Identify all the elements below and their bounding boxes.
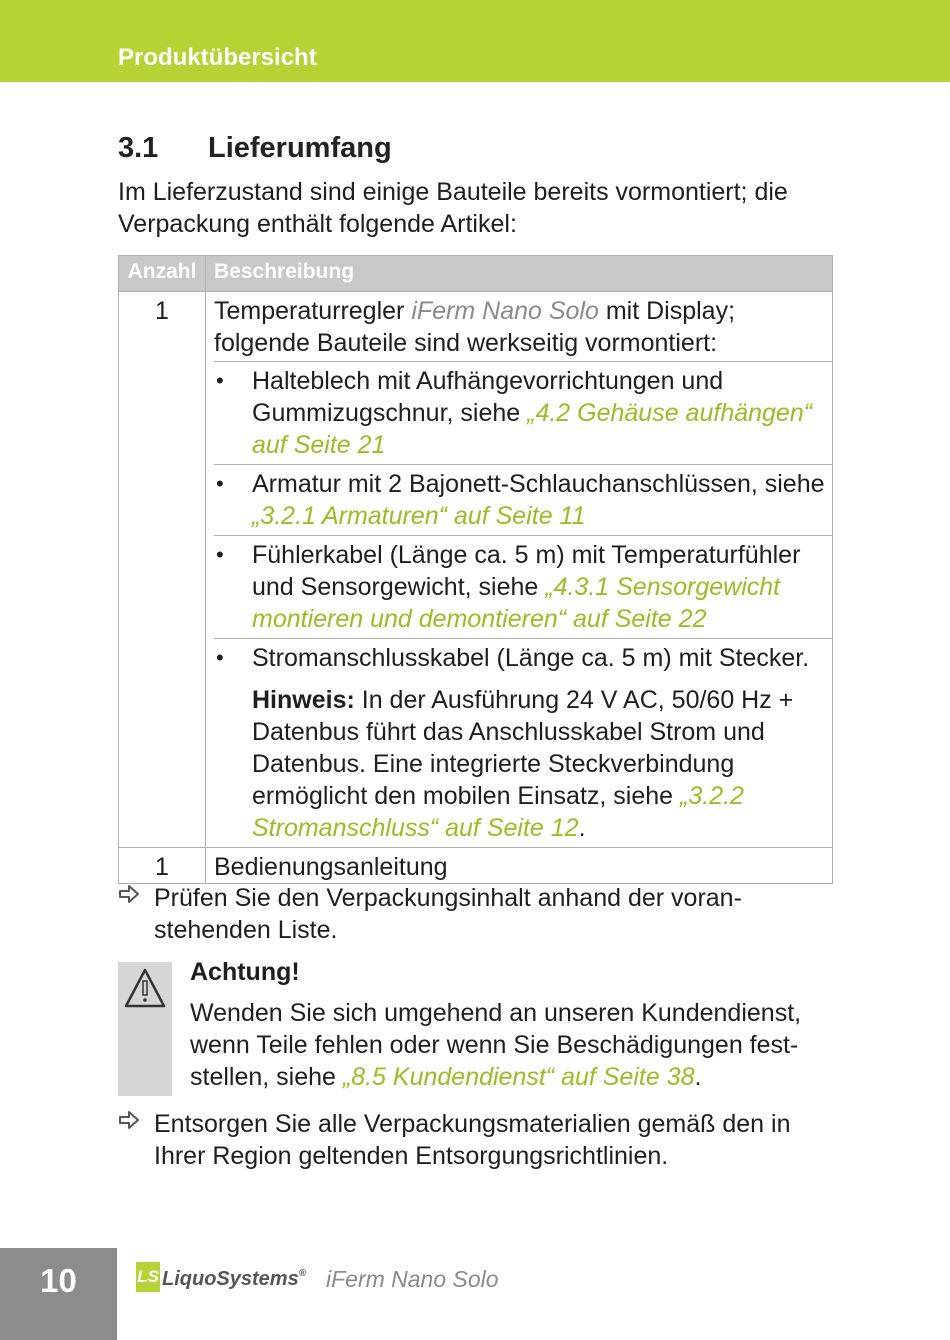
footer-product-name: iFerm Nano Solo [326, 1266, 499, 1292]
list-item [214, 639, 832, 847]
warning-end: . [694, 1063, 702, 1091]
cross-reference-link[interactable]: „3.2.2 Stromanschluss“ auf Seite 12 [252, 782, 744, 842]
delivery-table [118, 255, 833, 884]
note-paragraph [252, 684, 832, 844]
instruction-step [118, 1108, 818, 1172]
list-item-text [252, 365, 832, 461]
table-header-row [119, 256, 833, 292]
desc-suffix: mit Display; folgende Bauteile sind werkseitig vormontiert: [214, 297, 736, 357]
note-text: In der Ausführung 24 V AC, 50/60 Hz + Datenbus führt das Anschlusskabel Strom und Datenbus. Eine integrierte Steckverbindung ermöglicht den mobilen Einsatz, siehe [252, 686, 794, 810]
arrow-right-icon [118, 1108, 154, 1172]
item-text: Stromanschlusskabel (Länge ca. 5 m) mit Stecker. [252, 644, 810, 672]
bullet-icon: • [216, 645, 224, 670]
note-label: Hinweis: [252, 686, 355, 714]
list-item-text [252, 539, 832, 635]
section-title: Lieferumfang [208, 132, 392, 164]
chapter-title: Produktübersicht [118, 44, 317, 71]
quantity-cell: 1 [119, 848, 206, 884]
instruction-step [118, 882, 818, 946]
instruction-text: Prüfen Sie den Verpackungsinhalt anhand der voran-stehenden Liste. [154, 884, 742, 944]
cross-reference-link[interactable]: „4.2 Gehäuse aufhängen“ auf Seite 21 [252, 399, 813, 459]
list-item-text [252, 642, 832, 844]
description-cell: Bedienungsanleitung [206, 848, 833, 884]
warning-title: Achtung! [190, 958, 300, 986]
page-header [0, 0, 950, 82]
page-number: 10 [40, 1262, 77, 1299]
product-name: iFerm Nano Solo [411, 297, 599, 325]
cross-reference-link[interactable]: „3.2.1 Armaturen“ auf Seite 11 [252, 502, 586, 530]
bullet-icon: • [216, 542, 224, 567]
warning-text [190, 997, 840, 1093]
list-item [214, 362, 832, 465]
arrow-right-icon [118, 882, 154, 946]
item-text: Halteblech mit Aufhängevorrichtungen und Gummizugschnur, siehe [252, 367, 724, 427]
note-end: . [578, 814, 586, 842]
company-logo-mark: LS [136, 1262, 160, 1292]
table-row [119, 292, 833, 848]
cross-reference-link[interactable]: „8.5 Kundendienst“ auf Seite 38 [342, 1063, 695, 1091]
section-number: 3.1 [118, 132, 159, 164]
cross-reference-link[interactable]: „4.3.1 Sensorgewicht montieren und demontieren“ auf Seite 22 [252, 573, 781, 633]
company-logo [162, 1268, 306, 1291]
list-item-text [252, 468, 832, 532]
desc-prefix: Temperaturregler [214, 297, 412, 325]
item-text: Armatur mit 2 Bajonett-Schlauchanschlüssen, siehe [252, 470, 825, 498]
warning-body: Wenden Sie sich umgehend an unseren Kundendienst, wenn Teile fehlen oder wenn Sie Beschädigungen fest-stellen, siehe [190, 999, 802, 1091]
table-row [119, 848, 833, 884]
description-cell [206, 292, 833, 848]
logo-text: LiquoSystems [162, 1268, 299, 1290]
bullet-icon: • [216, 368, 224, 393]
list-item [214, 536, 832, 639]
item-text: Fühlerkabel (Länge ca. 5 m) mit Temperaturfühler und Sensorgewicht, siehe [252, 541, 801, 601]
list-item [214, 465, 832, 536]
warning-triangle-icon [123, 966, 167, 1010]
registered-mark: ® [298, 1268, 307, 1279]
bullet-icon: • [216, 471, 224, 496]
instruction-text: Entsorgen Sie alle Verpackungsmaterialien gemäß den in Ihrer Region geltenden Entsorgungsrichtlinien. [154, 1110, 791, 1170]
column-header-description: Beschreibung [206, 256, 833, 292]
section-heading [118, 132, 392, 165]
quantity-cell: 1 [119, 292, 206, 848]
main-description [214, 292, 832, 362]
column-header-quantity: Anzahl [119, 256, 206, 292]
intro-paragraph: Im Lieferzustand sind einige Bauteile bereits vormontiert; die Verpackung enthält folgende Artikel: [118, 178, 788, 238]
warning-sidebar [118, 962, 172, 1096]
